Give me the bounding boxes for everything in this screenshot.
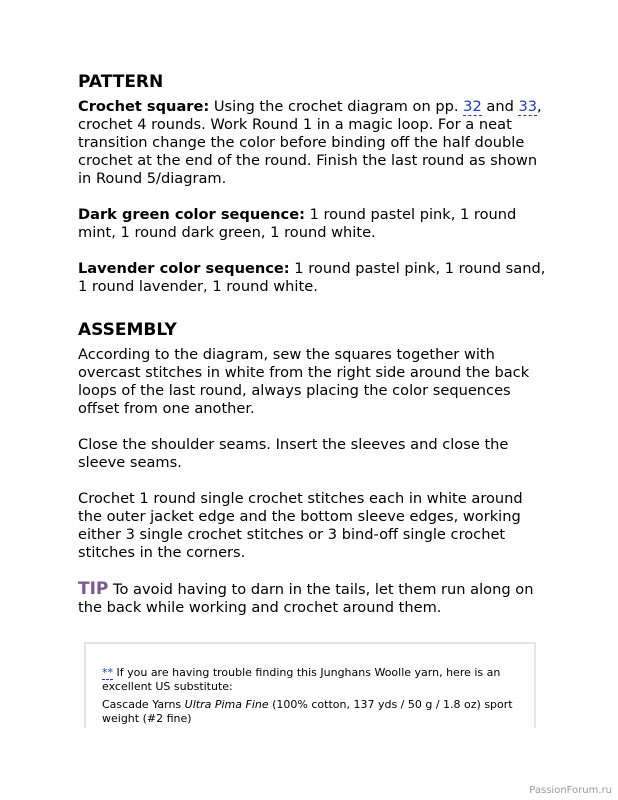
yarn-note-content (102, 666, 522, 726)
page-link-33[interactable]: 33 (518, 98, 538, 115)
pattern-heading: PATTERN (78, 72, 164, 92)
tip-text: To avoid having to darn in the tails, let them run along on the back while working and crochet around them. (78, 581, 534, 616)
yarn-note-line-1 (102, 666, 522, 694)
footnote-marker-link[interactable]: ** (102, 666, 113, 679)
tip-label: TIP (78, 579, 109, 599)
watermark: PassionForum.ru (529, 785, 612, 796)
yarn-name: Ultra Pima Fine (184, 698, 269, 711)
lavender-text: 1 round pastel pink, 1 round sand, 1 round lavender, 1 round white. (78, 260, 546, 295)
lavender-label: Lavender color sequence: (78, 260, 290, 277)
yarn-note-box (84, 642, 536, 728)
assembly-paragraph-3: Crochet 1 round single crochet stitches each in white around the outer jacket edge and the bottom sleeve edges, working either 3 single crochet stitches or 3 bind-off single crochet stitches in the corners. (78, 490, 523, 561)
yarn-note-line-2 (102, 698, 522, 726)
dark-green-label: Dark green color sequence: (78, 206, 305, 223)
yarn-details: (100% cotton, 137 yds / 50 g / 1.8 oz) sport weight (#2 fine) (102, 698, 513, 725)
assembly-paragraph-1: According to the diagram, sew the squares together with overcast stitches in white from the right side around the back loops of the last round, always placing the color sequences offset from one another. (78, 346, 530, 417)
dark-green-text: 1 round pastel pink, 1 round mint, 1 round dark green, 1 round white. (78, 206, 517, 241)
yarn-note-text-1: If you are having trouble finding this Junghans Woolle yarn, here is an excellent US substitute: (102, 666, 501, 693)
crochet-square-paragraph (78, 98, 548, 188)
tip-paragraph (78, 580, 548, 617)
assembly-paragraph-2: Close the shoulder seams. Insert the sleeves and close the sleeve seams. (78, 436, 509, 471)
crochet-text-2: , crochet 4 rounds. Work Round 1 in a magic loop. For a neat transition change the color before binding off the half double crochet at the end of the round. Finish the last round as shown in Round 5/diagram. (78, 98, 542, 187)
crochet-text-1: Using the crochet diagram on pp. (209, 98, 464, 115)
page-link-32[interactable]: 32 (463, 98, 482, 115)
document-body (78, 70, 548, 617)
and-text: and (481, 98, 519, 115)
lavender-sequence-paragraph (78, 260, 548, 296)
assembly-heading: ASSEMBLY (78, 320, 177, 340)
crochet-square-label: Crochet square: (78, 98, 210, 115)
dark-green-sequence-paragraph (78, 206, 548, 242)
yarn-brand: Cascade Yarns (102, 698, 185, 711)
